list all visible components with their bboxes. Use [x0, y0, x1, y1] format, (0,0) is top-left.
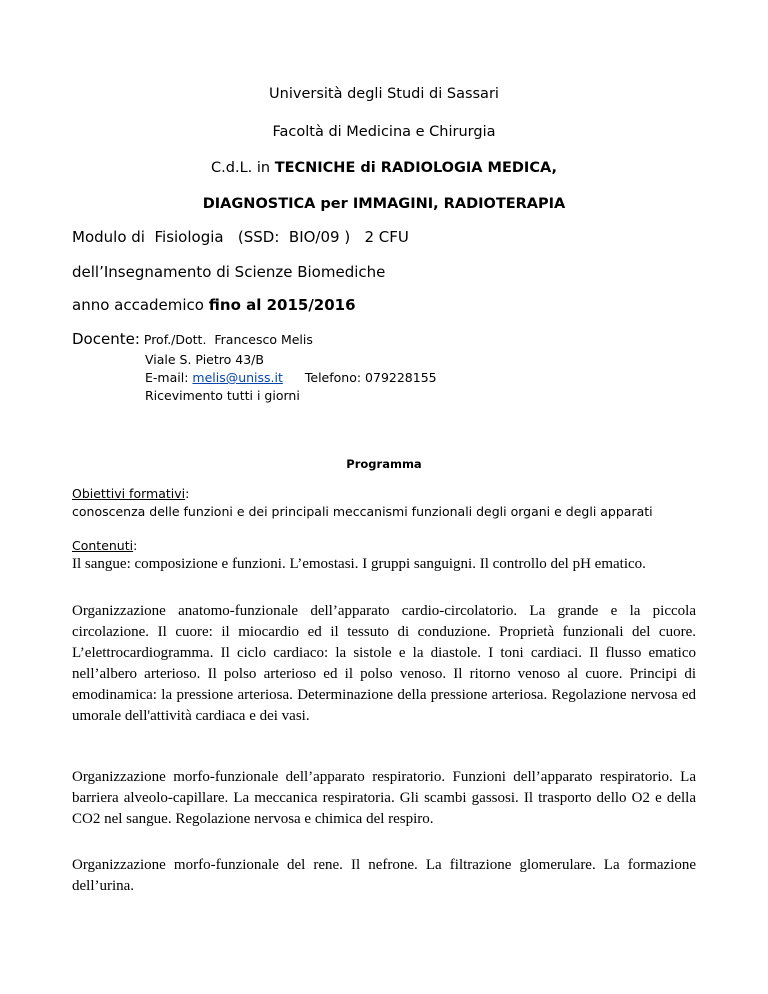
- docente-label: Docente:: [72, 330, 140, 348]
- email-link[interactable]: melis@uniss.it: [192, 370, 283, 385]
- course-line: [0, 160, 768, 176]
- docente-name: Prof./Dott. Francesco Melis: [143, 332, 313, 347]
- paragraph-blood: Il sangue: composizione e funzioni. L’emostasi. I gruppi sanguigni. Il controllo del pH ematico.: [72, 556, 646, 572]
- academic-year-line: anno accademico fino al 2015/2016: [72, 296, 356, 314]
- course-name: TECNICHE di RADIOLOGIA MEDICA,: [274, 160, 557, 176]
- contents-label-line: Contenuti:: [72, 538, 138, 553]
- course-line-2: DIAGNOSTICA per IMMAGINI, RADIOTERAPIA: [202, 196, 566, 212]
- paragraph-respiratory: Organizzazione morfo-funzionale dell’apparato respiratorio. Funzioni dell’apparato respiratorio. La barriera alveolo-capillare. La meccanica respiratoria. Gli scambi gassosi. Il trasporto dello O2 e della CO2 nel sangue. Regolazione nervosa e chimica del respiro.: [72, 769, 696, 827]
- faculty-title: Facoltà di Medicina e Chirurgia: [272, 124, 496, 140]
- course-prefix: C.d.L. in: [211, 160, 271, 176]
- paragraph-renal: Organizzazione morfo-funzionale del rene. Il nefrone. La filtrazione glomerulare. La formazione dell’urina.: [72, 857, 696, 894]
- objectives-text: conoscenza delle funzioni e dei principali meccanismi funzionali degli organi e degli apparati: [72, 504, 653, 519]
- objectives-label: Obiettivi formativi: [72, 486, 186, 501]
- contents-label: Contenuti: [72, 538, 134, 553]
- objectives-label-line: Obiettivi formativi:: [72, 486, 190, 501]
- academic-year-value: fino al 2015/2016: [208, 296, 356, 314]
- university-title: Università degli Studi di Sassari: [269, 86, 499, 102]
- docente-reception: Ricevimento tutti i giorni: [145, 388, 300, 403]
- docente-line: [72, 330, 313, 349]
- programma-title: Programma: [346, 457, 422, 471]
- paragraph-cardio: Organizzazione anatomo-funzionale dell’apparato cardio-circolatorio. La grande e la piccola circolazione. Il cuore: il miocardio ed il tessuto di conduzione. Proprietà funzionali del cuore. L’elettrocardiogramma. Il ciclo cardiaco: la sistole e la diastole. I toni cardiaci. Il flusso ematico nell’albero arterioso. Il polso arterioso ed il polso venoso. Il ritorno venoso al cuore. Principi di emodinamica: la pressione arteriosa. Determinazione della pressione arteriosa. Regolazione nervosa ed umorale dell'attività cardiaca e dei vasi.: [72, 603, 696, 724]
- docente-address: Viale S. Pietro 43/B: [145, 352, 264, 367]
- teaching-line: dell’Insegnamento di Scienze Biomediche: [72, 263, 386, 281]
- module-line: Modulo di Fisiologia (SSD: BIO/09 ) 2 CFU: [72, 228, 409, 246]
- phone-number: Telefono: 079228155: [304, 370, 437, 385]
- docente-contact: E-mail: melis@uniss.it Telefono: 079228155: [145, 370, 437, 385]
